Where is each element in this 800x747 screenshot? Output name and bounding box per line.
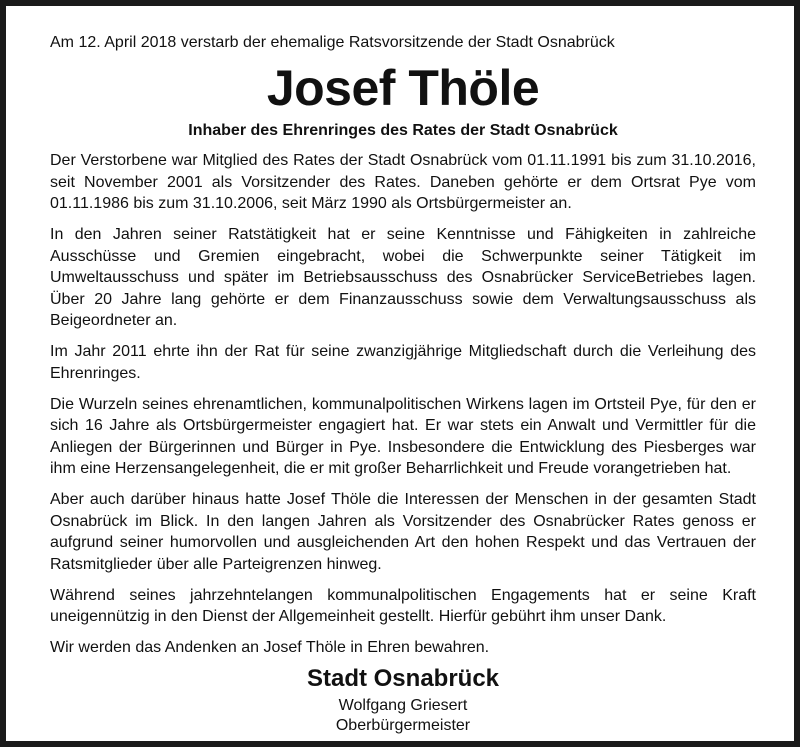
paragraph-membership: Der Verstorbene war Mitglied des Rates der Stadt Osnabrück vom 01.11.1991 bis zum 31.10.2016, seit November 2001 als Vorsitzender des Rates. Daneben gehörte er dem Ortsrat Pye vom 01.11.1986 bis zum 31.10.2006, seit März 1990 als Ortsbürgermeister an. [50, 152, 756, 212]
paragraph-honor: Im Jahr 2011 ehrte ihn der Rat für seine zwanzigjährige Mitgliedschaft durch die Verleihung des Ehrenringes. [50, 343, 756, 382]
paragraph-thanks: Während seines jahrzehntelangen kommunalpolitischen Engagements hat er seine Kraft uneigennützig in den Dienst der Allgemeinheit gestellt. Hierfür gebührt ihm unser Dank. [50, 586, 756, 625]
honor-subtitle: Inhaber des Ehrenringes des Rates der Stadt Osnabrück [188, 122, 618, 139]
organization-name: Stadt Osnabrück [306, 665, 500, 692]
paragraph-city: Aber auch darüber hinaus hatte Josef Thöle die Interessen der Menschen in der gesamten Stadt Osnabrück im Blick. In den langen Jahren als Vorsitzender des Osnabrücker Rates genoss er aufgrund seiner humorvollen und ausgleichenden Art den hohen Respekt und das Vertrauen der Ratsmitglieder über alle Parteigrenzen hinweg. [50, 491, 756, 573]
deceased-name: Josef Thöle [266, 60, 540, 116]
paragraph-committees: In den Jahren seiner Ratstätigkeit hat er seine Kenntnisse und Fähigkeiten in zahlreiche Ausschüsse und Gremien eingebracht, wobei die Schwerpunkte seiner Tätigkeit im Umweltausschuss und später im Betriebsausschuss des Osnabrücker ServiceBetriebes lagen. Über 20 Jahre lang gehörte er dem Finanzausschuss sowie dem Verwaltungsausschuss als Beigeordneter an. [50, 226, 756, 329]
signer-title: Oberbürgermeister [335, 717, 471, 734]
closing-text: Wir werden das Andenken an Josef Thöle in Ehren bewahren. [50, 639, 490, 656]
signer-name: Wolfgang Griesert [338, 697, 468, 714]
paragraph-roots: Die Wurzeln seines ehrenamtlichen, kommunalpolitischen Wirkens lagen im Ortsteil Pye, für den er sich 16 Jahre als Ortsbürgermeister engagiert hat. Er war stets ein Anwalt und Vermittler für die Anliegen der Bürgerinnen und Bürger in Pye. Insbesondere die Entwicklung des Piesberges war ihm eine Herzensangelegenheit, die er mit großer Beharrlichkeit und Freude vorangetrieben hat. [50, 395, 756, 477]
intro-text: Am 12. April 2018 verstarb der ehemalige Ratsvorsitzende der Stadt Osnabrück [50, 34, 615, 51]
notice-content [50, 32, 756, 736]
